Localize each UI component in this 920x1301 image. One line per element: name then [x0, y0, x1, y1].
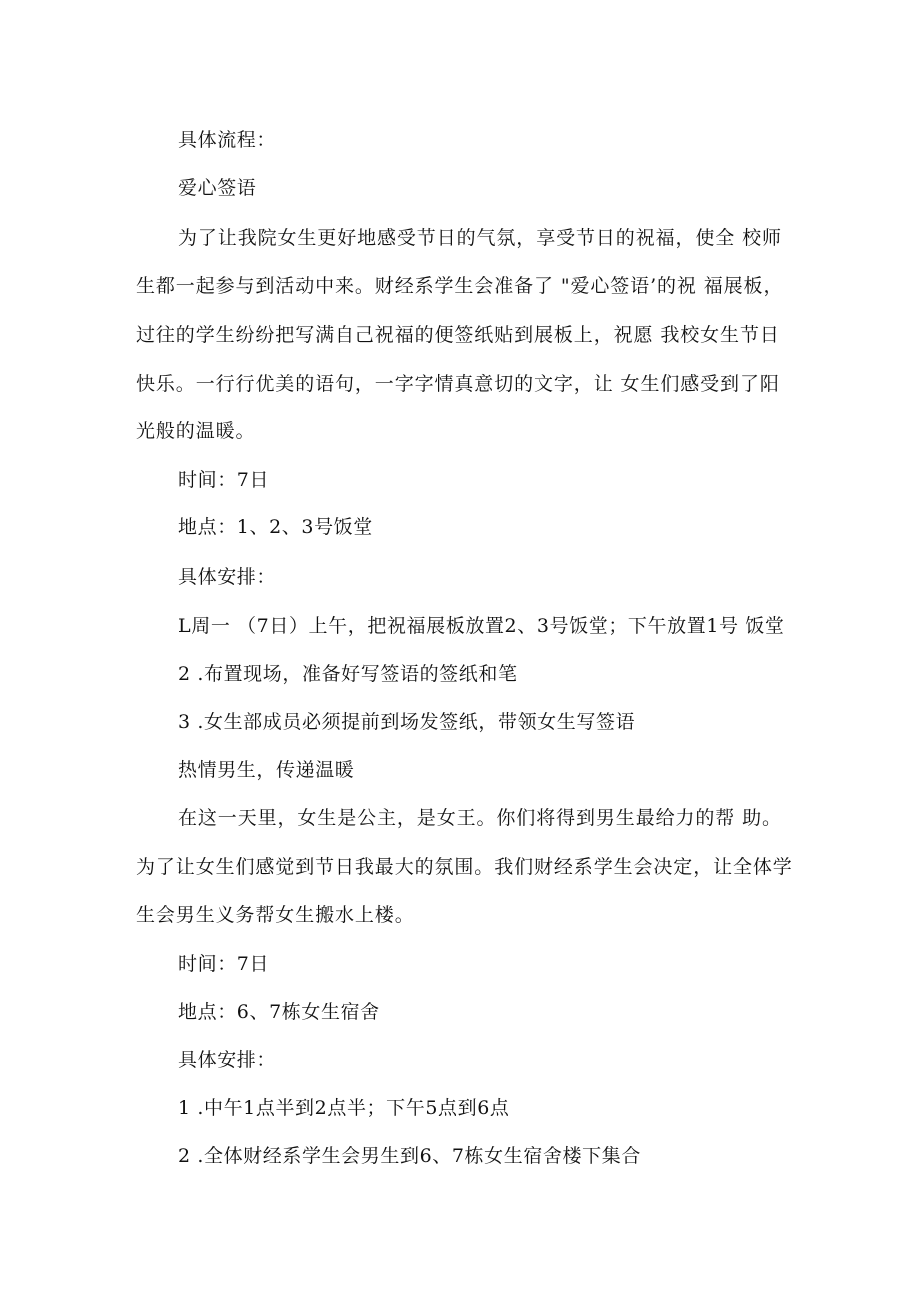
paragraph-line: 过往的学生纷纷把写满自己祝福的便签纸贴到展板上，祝愿 我校女生节日 [136, 324, 780, 346]
list-item: L周一 （7日）上午，把祝福展板放置2、3号饭堂；下午放置1号 饭堂 [178, 615, 785, 637]
paragraph-line: 为了让女生们感觉到节日我最大的氛围。我们财经系学生会决定，让全体学 [136, 856, 793, 878]
paragraph-line: 为了让我院女生更好地感受节日的气氛，享受节日的祝福，使全 校师 [178, 227, 782, 249]
list-item: 1 .中午1点半到2点半；下午5点到6点 [178, 1097, 510, 1119]
paragraph-line: 光般的温暖。 [136, 420, 256, 442]
place-text: 地点：6、7栋女生宿舍 [178, 1001, 380, 1023]
flow-heading: 具体流程： [178, 129, 277, 151]
paragraph-line: 快乐。一行行优美的语句，一字字情真意切的文字，让 女生们感受到了阳 [136, 373, 780, 395]
arrangement-label: 具体安排： [178, 566, 277, 588]
place-text: 地点：1、2、3号饭堂 [178, 516, 373, 538]
arrangement-label: 具体安排： [178, 1049, 277, 1071]
paragraph-line: 在这一天里，女生是公主，是女王。你们将得到男生最给力的帮 助。 [178, 807, 782, 829]
section-title-love-notes: 爱心签语 [178, 177, 257, 199]
time-text: 时间：7日 [178, 953, 270, 975]
list-item: 2 .全体财经系学生会男生到6、7栋女生宿舍楼下集合 [178, 1145, 641, 1167]
list-item: 2 .布置现场，准备好写签语的签纸和笔 [178, 663, 518, 685]
paragraph-line: 生会男生义务帮女生搬水上楼。 [136, 904, 415, 926]
paragraph-line: 生都一起参与到活动中来。财经系学生会准备了 "爱心签语’的祝 福展板， [136, 275, 784, 297]
section-title-warm-boys: 热情男生，传递温暖 [178, 759, 355, 781]
time-text: 时间：7日 [178, 469, 270, 491]
list-item: 3 .女生部成员必须提前到场发签纸，带领女生写签语 [178, 711, 636, 733]
